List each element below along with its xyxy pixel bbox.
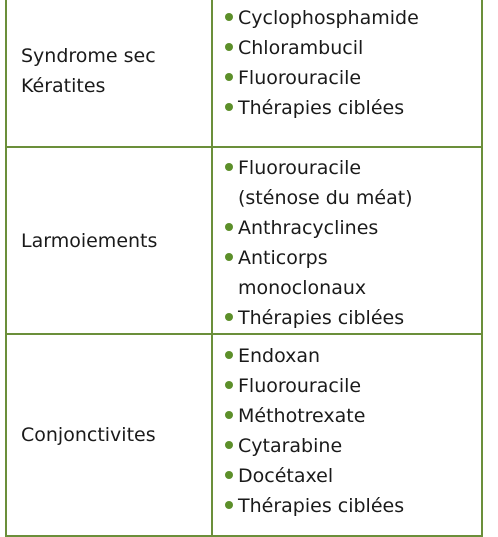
adverse-effects-table [5, 0, 483, 537]
list-item [225, 243, 473, 303]
bullet-icon [225, 163, 233, 171]
drug-list [213, 0, 481, 123]
list-item [225, 3, 473, 33]
bullet-icon [225, 351, 233, 359]
list-item [225, 371, 473, 401]
table-row [6, 147, 482, 334]
drug-label: Cytarabine [238, 435, 343, 457]
bullet-icon [225, 381, 233, 389]
list-item [225, 153, 473, 213]
drug-label: Chlorambucil [238, 37, 364, 59]
drug-label: Endoxan [238, 345, 321, 367]
drug-label: Fluorouracile [238, 67, 362, 89]
table-row [6, 0, 482, 147]
drug-label: Thérapies ciblées [238, 97, 405, 119]
list-item [225, 491, 473, 521]
bullet-icon [225, 13, 233, 21]
list-item [225, 303, 473, 333]
bullet-icon [225, 223, 233, 231]
drug-cell [212, 147, 482, 334]
condition-label: Conjonctivites [21, 424, 156, 446]
drug-label: Cyclophosphamide [238, 7, 419, 29]
drug-label: Méthotrexate [238, 405, 366, 427]
bullet-icon [225, 43, 233, 51]
bullet-icon [225, 411, 233, 419]
drug-label: Docétaxel [238, 465, 334, 487]
table-row [6, 334, 482, 536]
condition-label: Syndrome sec [21, 45, 156, 67]
drug-label: Fluorouracile (sténose du méat) [238, 157, 413, 209]
drug-label: Anthracyclines [238, 217, 379, 239]
list-item [225, 431, 473, 461]
drug-label: Fluorouracile [238, 375, 362, 397]
drug-label: Thérapies ciblées [238, 307, 405, 329]
bullet-icon [225, 313, 233, 321]
list-item [225, 213, 473, 243]
drug-cell [212, 0, 482, 147]
bullet-icon [225, 103, 233, 111]
bullet-icon [225, 441, 233, 449]
bullet-icon [225, 253, 233, 261]
drug-list [213, 335, 481, 521]
list-item [225, 341, 473, 371]
bullet-icon [225, 501, 233, 509]
drug-list [213, 148, 481, 333]
drug-label: Thérapies ciblées [238, 495, 405, 517]
drug-label: Anticorps monoclonaux [238, 247, 367, 299]
drug-cell [212, 334, 482, 536]
list-item [225, 461, 473, 491]
condition-label: Kératites [21, 75, 106, 97]
list-item [225, 401, 473, 431]
condition-label: Larmoiements [21, 229, 158, 252]
bullet-icon [225, 73, 233, 81]
condition-cell [6, 0, 212, 147]
bullet-icon [225, 471, 233, 479]
condition-cell [6, 147, 212, 334]
list-item [225, 93, 473, 123]
list-item [225, 33, 473, 63]
condition-cell [6, 334, 212, 536]
list-item [225, 63, 473, 93]
